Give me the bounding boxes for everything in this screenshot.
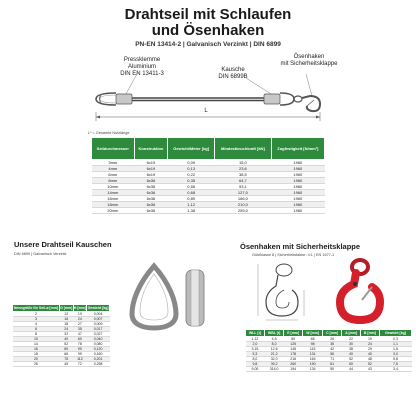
table-cell: 43 [360,367,379,372]
table-cell: 20 [13,357,60,362]
table-cell: 5,3 [246,352,265,357]
hook-line-svg [252,260,322,324]
column-header: E [mm] [284,330,303,337]
table-cell: 0,89 [168,196,215,202]
table-cell: 0,35 [168,178,215,184]
table-cell: 190 [303,362,323,367]
table-cell: 166,0 [215,196,272,202]
table-cell: 38 [342,347,361,352]
table-cell: 0,120 [87,347,110,352]
table-cell: 22 [342,337,361,342]
table-cell: 71 [323,357,342,362]
table-cell: 112 [73,357,87,362]
table-cell: 4 [13,322,60,327]
table-cell: 8,0 [264,342,283,347]
label-oesenhaken: Ösenhaken mit Sicherheitsklappe [280,54,338,67]
table-cell: 26 [13,362,60,367]
table-cell: 0,09 [168,160,215,166]
table-cell: 50 [323,367,342,372]
table-cell: 131 [303,352,323,357]
column-header: Konstruktion [134,138,168,160]
page-subtitle: PN-EN 13414-2 | Galvanisch Verzinkt | DIN 6899 [135,41,281,48]
table-cell: 6x19 [134,160,168,166]
table-cell: 6x36 [134,190,168,196]
column-header: WLL [t] [246,330,265,337]
column-header: C [mm] [323,330,342,337]
table-cell: 45 [59,362,73,367]
table-cell: 6mm [92,172,135,178]
table-cell: 1,6 [379,347,411,352]
table-cell: 0,56 [168,184,215,190]
table-cell: 1960 [271,196,324,202]
table-cell: 2 [13,312,60,317]
table-cell: 0,22 [168,172,215,178]
table-cell: 19 [360,337,379,342]
table-cell: 6x19 [134,166,168,172]
kauschen-subtitle: DIN 6899 | Galvanisch Verzinkt [14,252,67,256]
table-cell: 19 [73,312,87,317]
table-cell: 26 [323,337,342,342]
table-cell: 0,009 [87,322,110,327]
table-cell: 0,3 [379,337,411,342]
table-cell: 60 [73,337,87,342]
table-cell: 0,017 [87,327,110,332]
table-cell: 47 [73,332,87,337]
table-cell: 40 [360,352,379,357]
table-cell: 1960 [271,184,324,190]
rope-diagram [78,54,343,134]
dimension-label-l: L [204,108,208,114]
table-cell: 18mm [92,202,135,208]
table-cell: 6x36 [134,196,168,202]
table-cell: 35 [73,327,87,332]
red-hook-svg [330,258,392,326]
table-cell: 1960 [271,202,324,208]
table-cell: 6 [13,327,60,332]
table-cell: 15,0 [215,160,272,166]
table-cell: 39,2 [264,362,283,367]
table-body [13,312,110,367]
table-cell: 259,0 [215,208,272,214]
table-cell: 23,6 [215,166,272,172]
table-cell: 16 [59,317,73,322]
table-cell: 42 [323,347,342,352]
table-cell: 9,00 [246,367,265,372]
column-header: Mindestbruchkraft [kN] [215,138,272,160]
table-cell: 3 [13,317,60,322]
table-cell: 60 [59,347,73,352]
table-cell: 1960 [271,172,324,178]
table-cell: 0,160 [87,352,110,357]
table-cell: 115 [303,347,323,352]
label-pressklemme: Pressklemme Aluminium DIN EN 13411-3 [120,57,164,77]
table-cell: 52 [59,342,73,347]
page-title: Drahtseil mit Schlaufen [124,6,292,23]
table-cell: 78 [73,342,87,347]
table-cell: 48 [360,357,379,362]
table-cell: 0,13 [168,166,215,172]
table-cell: 38,5 [215,172,272,178]
column-header: Gewicht [kg] [379,330,411,337]
table-cell: 3,0 [379,352,411,357]
table-cell: 0,080 [87,342,110,347]
table-cell: 194 [284,367,303,372]
column-header: B [mm] [360,330,379,337]
table-cell: 0,027 [87,332,110,337]
page-title-line2: und Ösenhaken [151,22,265,39]
kauschen-title: Unsere Drahtseil Kauschen [14,240,112,249]
table-cell: 4,5 [264,337,283,342]
table-cell: 16 [13,347,60,352]
column-header: Gewicht/Meter [kg] [168,138,215,160]
haken-subtitle: Güteklasse 8 | Sicherheitsfaktor: 4:1 | EN 1677-1 [252,253,335,257]
table-cell: 99 [73,352,87,357]
table-cell: 12,6 [264,347,283,352]
table-row [92,208,325,214]
table-cell: 178 [284,352,303,357]
table-cell: 0,201 [87,357,110,362]
column-header: Seildurchmesser [92,138,135,160]
table-cell: 210,0 [215,202,272,208]
table-cell: 8 [13,332,60,337]
table-cell: 1960 [271,166,324,172]
table-cell: 81 [323,362,342,367]
table-cell: 1,38 [168,208,215,214]
haken-table [245,329,412,372]
table-cell: 10mm [92,184,135,190]
rope-spec-table [91,137,325,214]
table-cell: 29 [360,347,379,352]
table-cell: 24 [73,317,87,322]
kauschen-table [12,304,110,367]
table-header-row [246,330,412,337]
table-cell: 3mm [92,160,135,166]
table-cell: 0,298 [87,362,110,367]
column-header: Gewicht [kg] [87,306,109,310]
table-cell: 125 [284,342,303,347]
table-cell: 1,1 [379,342,411,347]
table-cell: 8,0 [246,357,265,362]
table-cell: 56 [323,352,342,357]
table-cell: 145 [284,347,303,352]
table-cell: 64,7 [215,178,272,184]
hook-technical-drawing [252,260,322,324]
table-cell: 93,1 [215,184,272,190]
table-cell: 44 [342,367,361,372]
table-cell: 40 [342,352,361,357]
thimble-svg [128,262,218,332]
table-cell: 314,0 [264,367,283,372]
table-cell: 260 [284,362,303,367]
table-cell: 1,12 [246,337,265,342]
table-cell: 66 [59,352,73,357]
table-cell: 10 [13,337,60,342]
hook-photo [330,258,392,326]
table-cell: 8mm [92,178,135,184]
table-cell: 1,12 [168,202,215,208]
table-row [246,367,412,372]
table-header-row [92,138,325,160]
table-cell: 32,0 [264,357,283,362]
table-cell: 5,8 [379,357,411,362]
table-cell: 16mm [92,196,135,202]
table-cell: 90 [73,347,87,352]
table-cell: 0,040 [87,337,110,342]
table-cell: 80 [284,337,303,342]
table-cell: 216 [284,357,303,362]
column-header: A [mm] [342,330,361,337]
table-header-row [13,305,110,312]
table-cell: 14mm [92,190,135,196]
table-cell: 4mm [92,166,135,172]
column-header: Zugfestigkeit [N/mm²] [271,138,324,160]
table-cell: 40 [59,337,73,342]
column-header: W [mm] [303,330,323,337]
table-cell: 24 [360,342,379,347]
label-kausche: Kausche DIN 6899B [218,67,248,80]
table-cell: 52 [360,362,379,367]
table-cell: 32 [59,332,73,337]
column-header: G [mm] [60,306,73,310]
table-cell: 6x36 [134,178,168,184]
table-cell: 98 [303,342,323,347]
table-cell: 3,15 [246,347,265,352]
table-cell: 27 [73,322,87,327]
column-header: WBL [t] [264,330,283,337]
table-cell: 52 [342,357,361,362]
thimble-drawing [128,262,218,332]
table-body [246,337,412,372]
table-cell: 3,4 [379,367,411,372]
table-cell: 35 [323,342,342,347]
table-cell: 6x19 [134,172,168,178]
column-header: Nenngröße für Seil-ø [mm] [13,306,58,310]
table-cell: 7,5 [379,362,411,367]
table-cell: 12 [59,312,73,317]
table-cell: 6x36 [134,184,168,190]
table-cell: 60 [342,362,361,367]
table-cell: 30 [342,342,361,347]
table-cell: 1960 [271,208,324,214]
table-cell: 1960 [271,190,324,196]
table-cell: 18 [59,322,73,327]
table-cell: 72 [73,362,87,367]
column-header: H [mm] [73,306,86,310]
table-cell: 1960 [271,160,324,166]
table-cell: 0,007 [87,317,110,322]
table-cell: 14 [13,342,60,347]
table-cell: 1960 [271,178,324,184]
table-cell: 127,0 [215,190,272,196]
table-cell: 134 [303,367,323,372]
table-body [92,160,325,214]
table-cell: 6x36 [134,208,168,214]
table-cell: 21,2 [264,352,283,357]
length-note: L* = Gesamte Nutzlänge [88,131,130,135]
table-cell: 0,68 [168,190,215,196]
table-row [13,362,110,367]
table-cell: 164 [303,357,323,362]
table-cell: 24 [59,327,73,332]
table-cell: 6x36 [134,202,168,208]
table-cell: 75 [59,357,73,362]
haken-title: Ösenhaken mit Sicherheitsklappe [240,242,361,251]
table-cell: 68 [303,337,323,342]
table-cell: 20mm [92,208,135,214]
table-cell: 18 [13,352,60,357]
table-cell: 0,004 [87,312,110,317]
table-cell: 9,8 [246,362,265,367]
table-cell: 2,0 [246,342,265,347]
